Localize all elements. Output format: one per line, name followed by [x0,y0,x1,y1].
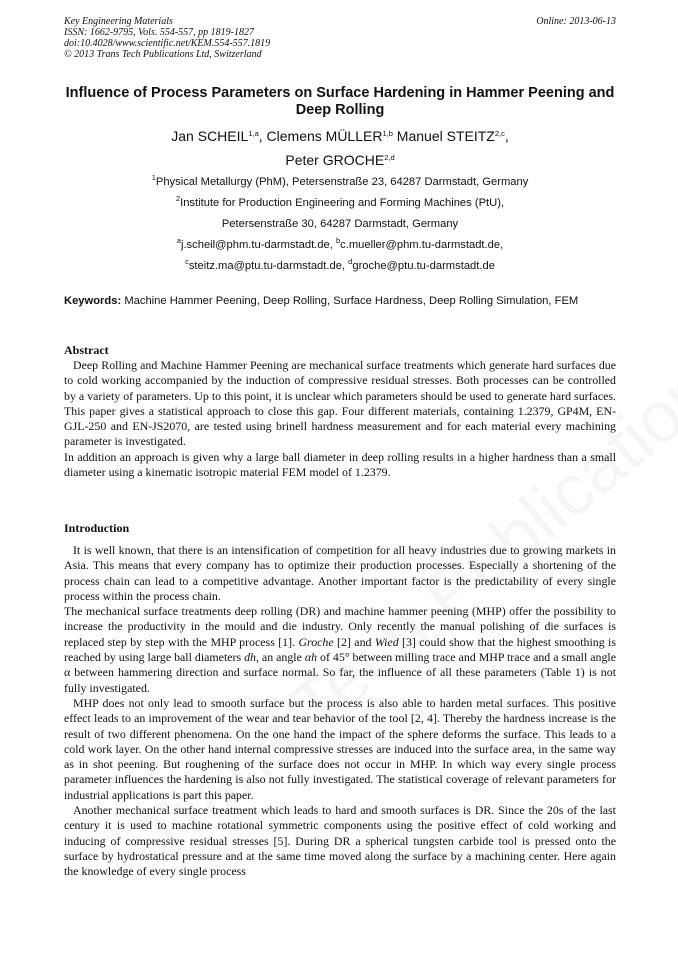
journal-header [64,16,616,60]
author-sup: 2,c [494,129,505,138]
abstract-paragraph: Deep Rolling and Machine Hammer Peening are mechanical surface treatments which generate hard surfaces due to cold working accompanied by the induction of compressive residual stresses. Both processes can be controlled by a variety of parameters. Up to this point, it is unclear which parameters should be used to generate hard surfaces. This paper gives a statistical approach to close this gap. Four different materials, containing 1.2379, GP4M, EN-GJL-250 and EN-JS2070, are tested using brinell hardness measurement and for each material every machining parameter is investigated. [64,358,616,449]
abstract-heading: Abstract [64,343,109,357]
email-groche[interactable]: groche@ptu.tu-darmstadt.de [352,260,495,272]
doi-line: doi:10.4028/www.scientific.net/KEM.554-557.1819 [64,38,271,49]
affiliation-1: $^1$Physical Metallurgy (PhM), Petersenstraße 23, 64287 Darmstadt, Germany [151,173,529,188]
email-mueller[interactable]: c.mueller@phm.tu-darmstadt.de, [340,239,504,251]
keywords [64,294,616,309]
introduction-heading: Introduction [64,521,130,535]
affiliation-2-address: Petersenstraße 30, 64287 Darmstadt, Germany [221,218,459,230]
affiliation-2: $^2$Institute for Production Engineering and Forming Machines (PtU), [175,194,505,209]
intro-paragraph: It is well known, that there is an intensification of competition for all heavy industries due to growing markets in Asia. This means that every company has to optimize their production processes. Especially a shortening of the process chain can lead to a competitive advantage. Another important factor is the predictability of every single process within the process chain. [64,543,616,603]
keywords-label: Keywords: [64,295,122,307]
email-scheil[interactable]: j.scheil@phm.tu-darmstadt.de, [180,239,333,251]
introduction-body [64,543,616,880]
abstract-paragraph: In addition an approach is given why a large ball diameter in deep rolling results in a higher hardness than a small diameter using a kinematic isotropic material FEM model of 1.2379. [64,449,616,480]
keywords-text: Machine Hammer Peening, Deep Rolling, Surface Hardness, Deep Rolling Simulation, FEM [124,295,579,307]
email-steitz[interactable]: steitz.ma@ptu.tu-darmstadt.de, [188,260,346,272]
copyright-line: © 2013 Trans Tech Publications Ltd, Switzerland [64,49,262,60]
author-sup: 2,d [384,153,395,162]
email-line-2: $^c$steitz.ma@ptu.tu-darmstadt.de, $^d$groche@ptu.tu-darmstadt.de [185,257,495,272]
author-name: Jan SCHEIL [171,128,249,144]
paper-title: Influence of Process Parameters on Surface Hardening in Hammer Peening and Deep Rolling [65,85,615,118]
issn-line: ISSN: 1662-9795, Vols. 554-557, pp 1819-1827 [64,27,254,38]
author-sup: 1,a [248,129,259,138]
intro-paragraph: The mechanical surface treatments deep rolling (DR) and machine hammer peening (MHP) offer the possibility to increase the productivity in the mould and die industry. Only recently the manual polishing of die surfaces is replaced step by step with the MHP process [1]. Groche [2] and Wied [3] could show that the highest smoothing is reached by using large ball diameters dh, an angle αh of 45° between milling trace and MHP trace and a small angle α between hammering direction and surface normal. So far, the influence of all these parameters (Table 1) is not fully investigated. [64,604,616,695]
email-line-1: $^a$j.scheil@phm.tu-darmstadt.de, $^b$c.mueller@phm.tu-darmstadt.de, [176,236,504,251]
author-name: Manuel STEITZ [396,128,495,144]
author-sup: 1,b [382,129,393,138]
author-list: Jan SCHEIL$^{1,a}$, Clemens MÜLLER$^{1,b}$ Manuel STEITZ$^{2,c}$, Peter GROCHE$^{2,d}$ [171,128,509,168]
author-name: Peter GROCHE [285,152,385,168]
online-date: Online: 2013-06-13 [536,16,616,27]
intro-paragraph: Another mechanical surface treatment which leads to hard and smooth surfaces is DR. Since the 20s of the last century it is used to machine rotational symmetric components using the positive effect of cold working and inducing of compressive residual stresses [5]. During DR a spherical tungsten carbide tool is pressed onto the surface by hydrostatical pressure and at the same time moved along the surface by a machining center. Here again the knowledge of every single process [64,803,616,879]
abstract-body [64,358,616,480]
intro-paragraph: MHP does not only lead to smooth surface but the process is also able to harden metal surfaces. This positive effect leads to an improvement of the wear and tear behavior of the tool [2, 4]. Thereby the hardness increase is the result of two different phenomena. On the one hand the impact of the sphere deforms the surface. This leads to a cold work layer. On the other hand internal compressive stresses are induced into the surface area, in the same way as in shot peening. But roughening of the surface does not occur in MHP. In which way every single process parameter influences the hardening is also not fully investigated. The statistical coverage of relevant parameters for industrial applications is part this paper. [64,695,616,802]
author-name: Clemens MÜLLER [266,128,383,144]
journal-name: Key Engineering Materials [64,16,173,27]
